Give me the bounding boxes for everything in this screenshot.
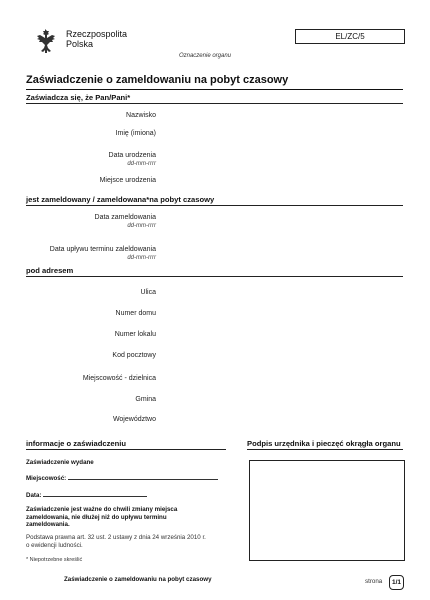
section-registered-divider xyxy=(26,205,403,206)
commune-label: Gmina xyxy=(135,396,156,403)
province-label: Województwo xyxy=(112,416,156,423)
locality-label: Miejscowość - dzielnica xyxy=(82,375,156,382)
signature-heading: Podpis urzędnika i pieczęć okrągła organu xyxy=(247,439,401,448)
section-address-divider xyxy=(26,276,403,277)
organ-label: Oznaczenie organu xyxy=(178,53,232,59)
title-divider xyxy=(26,89,403,90)
document-code: EL/ZC/5 xyxy=(295,29,405,44)
info-heading: informacje o zaświadczeniu xyxy=(26,439,127,448)
end-date-text: Data upływu terminu zaleldowania xyxy=(49,246,156,253)
names-label: Imię (imiona) xyxy=(115,130,156,137)
section-person-heading: Zaświadcza się, że Pan/Pani* xyxy=(26,93,131,102)
registration-date-label xyxy=(95,214,156,230)
birth-place-label: Miejsce urodzenia xyxy=(99,177,156,184)
birth-date-label xyxy=(109,152,156,168)
date-label: Data: xyxy=(26,492,42,499)
legal-basis: Podstawa prawna art. 32 ust. 2 ustawy z dnia 24 września 2010 r. o ewidencji ludności. xyxy=(26,534,206,549)
surname-label: Nazwisko xyxy=(126,112,156,119)
signature-box[interactable] xyxy=(249,460,405,561)
place-label: Miejscowość: xyxy=(26,475,67,482)
validity-note: Zaświadczenie jest ważne do chwili zmiany miejsca zameldowania, nie dłużej niż do upływu terminu zameldowania. xyxy=(26,506,178,528)
page-number-badge: 1/1 xyxy=(389,575,404,590)
eagle-emblem-icon xyxy=(30,26,60,56)
end-date-format: dd-mm-rrrr xyxy=(127,255,156,261)
issued-label: Zaświadczenie wydane xyxy=(26,459,94,466)
place-row xyxy=(26,475,218,483)
country-line-1: Rzeczpospolita xyxy=(66,29,128,39)
registration-date-format: dd-mm-rrrr xyxy=(127,223,156,229)
street-label: Ulica xyxy=(140,289,156,296)
page-label: strona xyxy=(365,578,383,585)
signature-divider xyxy=(247,449,403,450)
date-field[interactable] xyxy=(43,496,147,497)
place-field[interactable] xyxy=(68,479,218,480)
birth-date-text: Data urodzenia xyxy=(108,152,156,159)
document-title: Zaświadczenie o zameldowaniu na pobyt czasowy xyxy=(26,74,289,86)
footer-title: Zaświadczenie o zameldowaniu na pobyt czasowy xyxy=(64,576,212,583)
registration-date-text: Data zameldowania xyxy=(94,214,156,221)
section-person-divider xyxy=(26,103,403,104)
birth-date-format: dd-mm-rrrr xyxy=(127,161,156,167)
section-registered-heading: jest zameldowany / zameldowana*na pobyt czasowy xyxy=(26,195,215,204)
flat-number-label: Numer lokalu xyxy=(114,331,156,338)
end-date-label xyxy=(50,246,156,262)
house-number-label: Numer domu xyxy=(115,310,156,317)
section-address-heading: pod adresem xyxy=(26,266,74,275)
date-row xyxy=(26,492,147,500)
info-divider xyxy=(26,449,226,450)
country-line-2: Polska xyxy=(66,39,94,49)
footnote: * Niepotrzebne skreślić xyxy=(26,557,83,563)
country-name xyxy=(66,29,127,49)
postal-code-label: Kod pocztowy xyxy=(112,352,156,359)
